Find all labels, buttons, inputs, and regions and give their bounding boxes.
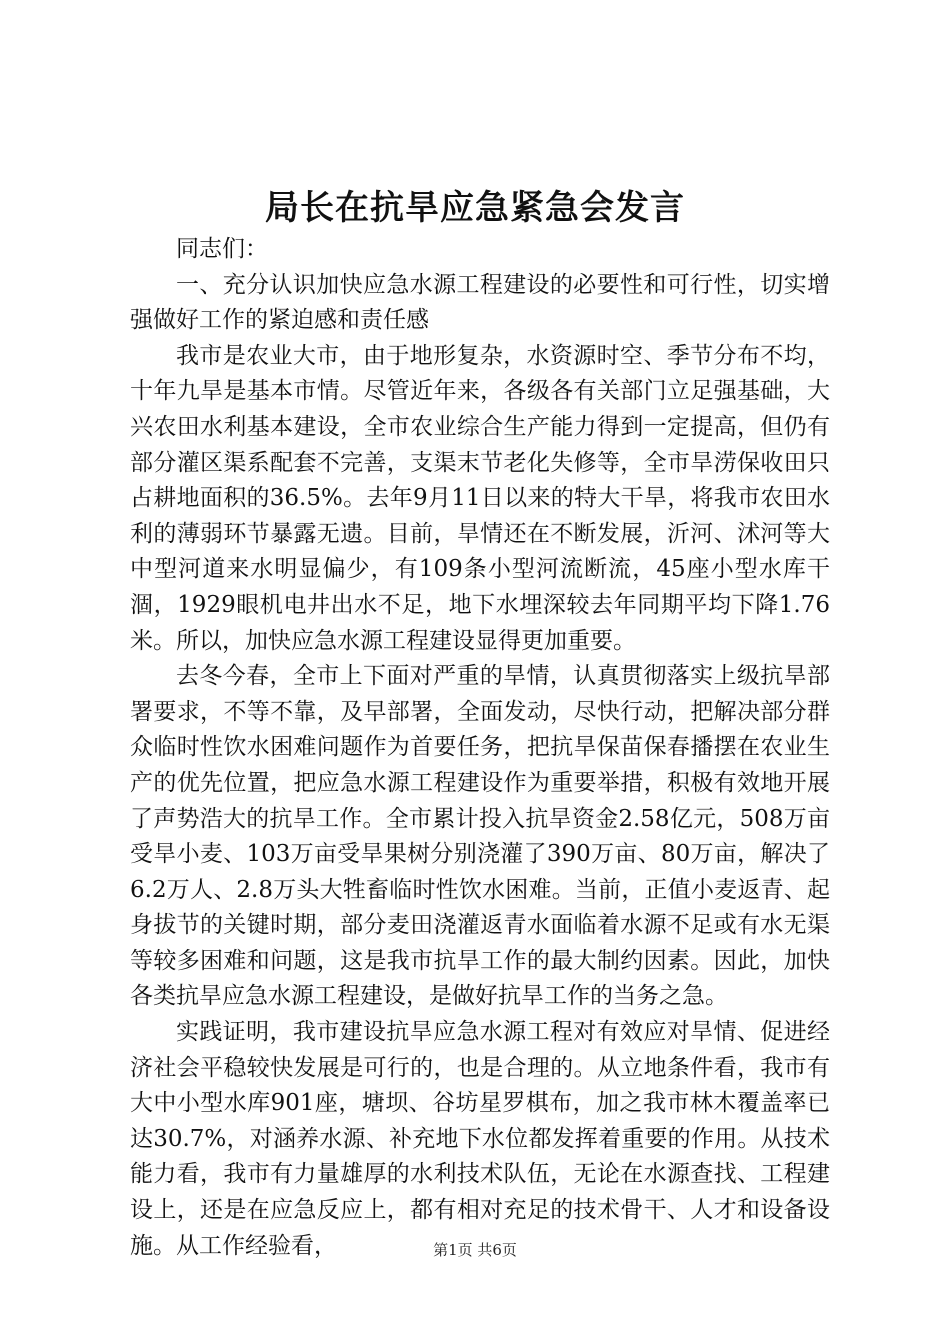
body-paragraph: 实践证明，我市建设抗旱应急水源工程对有效应对旱情、促进经济社会平稳较快发展是可行的，也是合理的。从立地条件看，我市有大中小型水库901座，塘坝、谷坊星罗棋布，加之我市林木覆盖率已达30.7%，对涵养水源、补充地下水位都发挥着重要的作用。从技术能力看，我市有力量雄厚的水利技术队伍，无论在水源查找、工程建设上，还是在应急反应上，都有相对充足的技术骨干、人才和设备设施。从工作经验看， (130, 1019, 830, 1259)
section-heading-paragraph: 一、充分认识加快应急水源工程建设的必要性和可行性，切实增强做好工作的紧迫感和责任感 (130, 271, 830, 334)
document-title: 局长在抗旱应急紧急会发言 (265, 188, 685, 228)
document-body (130, 232, 830, 1264)
page-number-footer: 第1页 共6页 (433, 1241, 517, 1259)
body-paragraph: 我市是农业大市，由于地形复杂，水资源时空、季节分布不均，十年九旱是基本市情。尽管近年来，各级各有关部门立足强基础，大兴农田水利基本建设，全市农业综合生产能力得到一定提高，但仍有部分灌区渠系配套不完善，支渠末节老化失修等，全市旱涝保收田只占耕地面积的36.5%。去年9月11日以来的特大干旱，将我市农田水利的薄弱环节暴露无遗。目前，旱情还在不断发展，沂河、沭河等大中型河道来水明显偏少，有109条小型河流断流，45座小型水库干涸，1929眼机电井出水不足，地下水埋深较去年同期平均下降1.76米。所以，加快应急水源工程建设显得更加重要。 (130, 342, 830, 654)
body-paragraph: 去冬今春，全市上下面对严重的旱情，认真贯彻落实上级抗旱部署要求，不等不靠，及早部署，全面发动，尽快行动，把解决部分群众临时性饮水困难问题作为首要任务，把抗旱保苗保春播摆在农业生产的优先位置，把应急水源工程建设作为重要举措，积极有效地开展了声势浩大的抗旱工作。全市累计投入抗旱资金2.58亿元，508万亩受旱小麦、103万亩受旱果树分别浇灌了390万亩、80万亩，解决了6.2万人、2.8万头大牲畜临时性饮水困难。当前，正值小麦返青、起身拔节的关键时期，部分麦田浇灌返青水面临着水源不足或有水无渠等较多困难和问题，这是我市抗旱工作的最大制约因素。因此，加快各类抗旱应急水源工程建设，是做好抗旱工作的当务之急。 (130, 663, 830, 1010)
salutation-paragraph: 同志们： (176, 236, 268, 262)
